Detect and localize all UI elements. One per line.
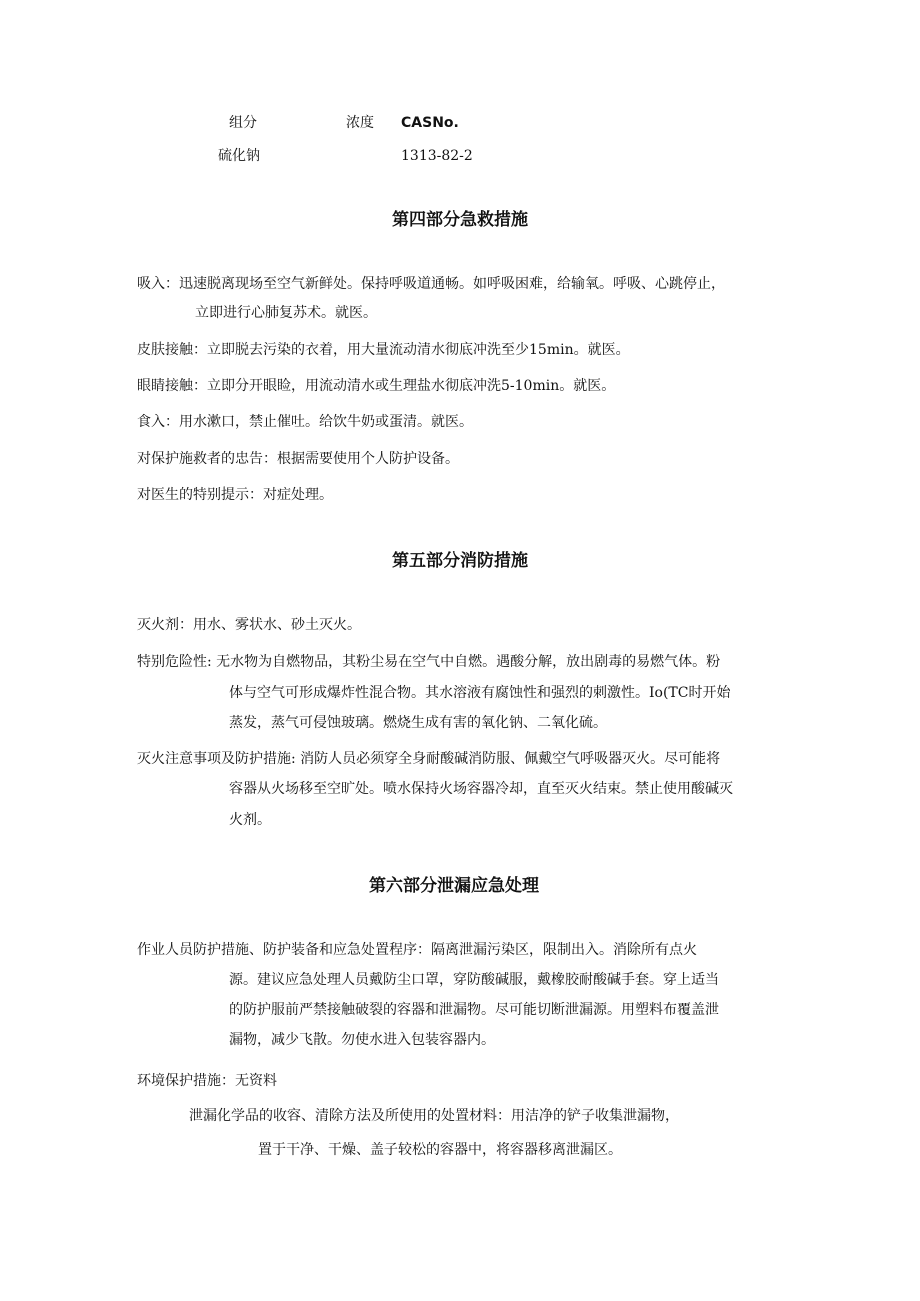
- section6-personnel-line3: 的防护服前严禁接触破裂的容器和泄漏物。尽可能切断泄漏源。用塑料布覆盖泄: [229, 1002, 719, 1018]
- section5-precaution-line1: 灭火注意事项及防护措施: 消防人员必须穿全身耐酸碱消防服、佩戴空气呼吸器灭火。尽可能将: [137, 751, 721, 767]
- section4-skin: 皮肤接触：立即脱去污染的衣着，用大量流动清水彻底冲洗至少15min。就医。: [137, 342, 630, 358]
- section6-title: 第六部分泄漏应急处理: [369, 876, 539, 896]
- section6-personnel-line2: 源。建议应急处理人员戴防尘口罩，穿防酸碱服，戴橡胶耐酸碱手套。穿上适当: [229, 972, 719, 988]
- table-cell-component: 硫化钠: [218, 148, 260, 164]
- section4-inhale-line1: 吸入：迅速脱离现场至空气新鲜处。保持呼吸道通畅。如呼吸困难，给输氧。呼吸、心跳停止，: [137, 276, 725, 292]
- section4-title: 第四部分急救措施: [392, 210, 528, 230]
- table-header-component: 组分: [229, 115, 257, 131]
- table-header-concentration: 浓度: [346, 115, 374, 131]
- section6-environment: 环境保护措施：无资料: [137, 1073, 277, 1089]
- section4-rescuer: 对保护施救者的忠告：根据需要使用个人防护设备。: [137, 451, 459, 467]
- section6-cleanup-line1: 泄漏化学品的收容、清除方法及所使用的处置材料：用洁净的铲子收集泄漏物，: [189, 1108, 679, 1124]
- section6-cleanup-line2: 置于干净、干燥、盖子较松的容器中，将容器移离泄漏区。: [258, 1142, 622, 1158]
- section6-personnel-line1: 作业人员防护措施、防护装备和应急处置程序：隔离泄漏污染区，限制出入。消除所有点火: [137, 942, 697, 958]
- section5-hazard-line2: 体与空气可形成爆炸性混合物。其水溶液有腐蚀性和强烈的刺激性。Io(TC时开始: [229, 685, 731, 701]
- section5-title: 第五部分消防措施: [392, 551, 528, 571]
- table-header-cas: CASNo.: [401, 115, 459, 131]
- section5-hazard-line3: 蒸发，蒸气可侵蚀玻璃。燃烧生成有害的氧化钠、二氧化硫。: [229, 715, 607, 731]
- section4-doctor: 对医生的特别提示：对症处理。: [137, 487, 333, 503]
- section5-precaution-line2: 容器从火场移至空旷处。喷水保持火场容器冷却，直至灭火结束。禁止使用酸碱灭: [229, 781, 733, 797]
- section5-precaution-line3: 火剂。: [229, 812, 271, 828]
- section4-ingest: 食入：用水漱口，禁止催吐。给饮牛奶或蛋清。就医。: [137, 414, 473, 430]
- section6-personnel-line4: 漏物，减少飞散。勿使水进入包装容器内。: [229, 1032, 495, 1048]
- table-cell-cas: 1313-82-2: [401, 148, 473, 164]
- section4-eye: 眼睛接触：立即分开眼睑，用流动清水或生理盐水彻底冲洗5-10min。就医。: [137, 378, 616, 394]
- section5-hazard-line1: 特别危险性: 无水物为自燃物品，其粉尘易在空气中自燃。遇酸分解，放出剧毒的易燃气体。粉: [137, 654, 721, 670]
- section4-inhale-line2: 立即进行心肺复苏术。就医。: [195, 305, 377, 321]
- section5-agent: 灭火剂：用水、雾状水、砂土灭火。: [137, 617, 361, 633]
